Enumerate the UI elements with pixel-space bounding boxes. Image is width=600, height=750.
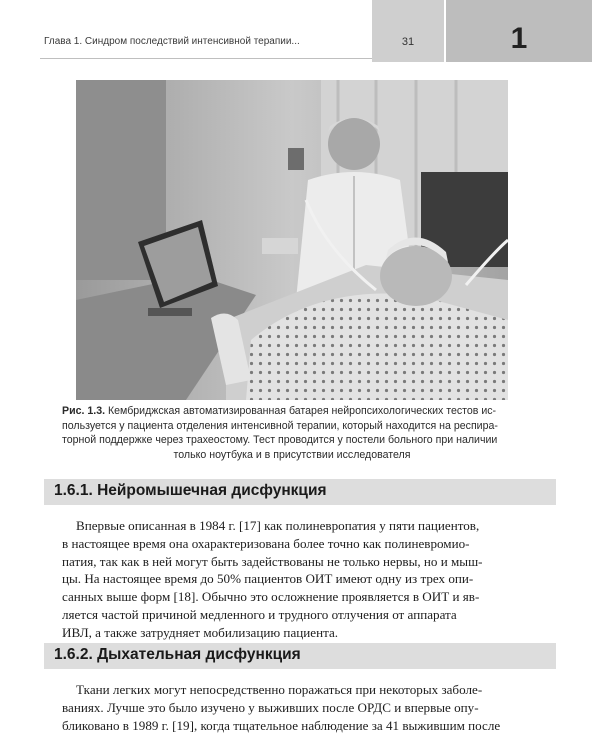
section-title: 1.6.1. Нейромышечная дисфункция	[54, 482, 327, 499]
figure-label: Рис. 1.3.	[62, 405, 106, 417]
photo-illustration	[76, 80, 508, 400]
section-heading	[44, 643, 556, 669]
page-number-tab	[372, 0, 446, 62]
caption-line: Кембриджская автоматизированная батарея нейропсихологических тестов ис-	[107, 405, 497, 417]
text-line: патия, так как в ней могут быть задействованы не только нервы, но и мыш-	[62, 553, 483, 569]
section-title: 1.6.2. Дыхательная дисфункция	[54, 646, 301, 663]
text-line: ИВЛ, а также затрудняет мобилизацию пациента.	[62, 624, 339, 640]
header-rule	[40, 58, 372, 59]
section-heading	[44, 479, 556, 505]
text-line: цы. На настоящее время до 50% пациентов ОИТ имеют одну из трех опи-	[62, 571, 474, 587]
text-line: ляется частой причиной медленного и трудного отлучения от аппарата	[62, 606, 457, 622]
figure-photo	[76, 80, 508, 400]
section-paragraph	[62, 517, 522, 642]
caption-line: торной поддержке через трахеостому. Тест проводится у постели больного при наличии	[62, 434, 498, 446]
section-paragraph	[62, 681, 522, 734]
caption-line: пользуется у пациента отделения интенсивной терапии, который находится на респира-	[62, 419, 498, 432]
chapter-number: 1	[510, 22, 528, 55]
text-line: Впервые описанная в 1984 г. [17] как полиневропатия у пяти пациентов,	[76, 518, 480, 533]
text-line: санных выше форм [18]. Обычно это осложнение проявляется в ОИТ и яв-	[62, 589, 480, 605]
caption-line: только ноутбука и в присутствии исследователя	[173, 448, 411, 461]
text-line: в настоящее время она охарактеризована более точно как полиневромио-	[62, 535, 470, 551]
text-line: бликовано в 1989 г. [19], когда тщательное наблюдение за 41 выжившим после	[62, 717, 501, 733]
page-number: 31	[401, 36, 415, 48]
figure-caption	[62, 404, 522, 462]
text-line: Ткани легких могут непосредственно поражаться при некоторых заболе-	[76, 682, 483, 697]
chapter-tab	[446, 0, 592, 62]
running-header: Глава 1. Синдром последствий интенсивной терапии...	[44, 36, 300, 47]
text-line: ваниях. Лучше это было изучено у выживших после ОРДС и впервые опу-	[62, 699, 479, 715]
